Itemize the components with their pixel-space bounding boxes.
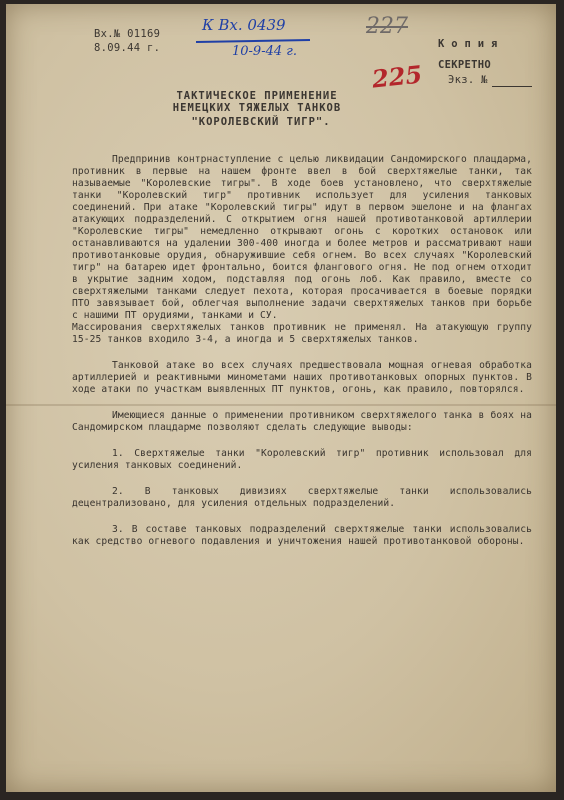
copy-label: К о п и я bbox=[438, 38, 498, 50]
conclusion-2: 2. В танковых дивизиях сверхтяжелые танки использовались децентрализовано, для усиления отдельных подразделений. bbox=[72, 486, 532, 509]
document-body bbox=[72, 154, 532, 548]
conclusion-1: 1. Сверхтяжелые танки "Королевский тигр" противник использовал для усиления танковых соединений. bbox=[72, 448, 532, 471]
title-line-1: ТАКТИЧЕСКОЕ ПРИМЕНЕНИЕ bbox=[176, 90, 338, 102]
paragraph-1: Предпринив контрнаступление с целью ликвидации Сандомирского плацдарма, противник в первые на нашем фронте ввел в бой сверхтяжелые танки, так называемые "Королевские тигры". В ходе боев установлено, что сверхтяжелые танки "Королевский тигр" противник использует для усиления танковых соединений. При атаке "Королевский тигры" идут в первом эшелоне и на флангах атакующих подразделений. С открытием огня нашей противотанковой артиллерии "Королевские тигры" немедленно открывают огонь с коротких остановок или останавливаются на удалении 300-400 иногда и более метров и рассматривают наши противотанковые орудия, обнаружившие себя огнем. Во всех случаях "Королевский тигр" на батарею идет фронтально, боится флангового огня. Не под огнем отходит в укрытие задним ходом, подставляя под огонь лоб. Как правило, вместе со сверхтяжелыми танками следует пехота, которая просачивается в боевые порядки ПТО завязывает бой, облегчая выполнение задачи сверхтяжелых танков при борьбе с нашими ПТ орудиями, танками и СУ. bbox=[72, 154, 532, 321]
copy-number-line bbox=[492, 86, 532, 87]
title-line-2: НЕМЕЦКИХ ТЯЖЕЛЫХ ТАНКОВ bbox=[172, 102, 342, 114]
paragraph-3: Танковой атаке во всех случаях предшествовала мощная огневая обработка артиллерией и реактивными минометами наших противотанковых опорных пунктов. В ходе атаки по участкам выявленных ПТ пунктов, огонь, как правило, повторялся. bbox=[72, 360, 532, 395]
secrecy-mark: СЕКРЕТНО bbox=[438, 59, 491, 71]
title-line-3: "КОРОЛЕВСКИЙ ТИГР". bbox=[191, 116, 331, 128]
red-number: 225 bbox=[370, 59, 424, 94]
document-page bbox=[6, 4, 556, 792]
copy-number: Экз. № bbox=[448, 74, 488, 86]
gray-number: 227 bbox=[366, 14, 408, 39]
stamp-number: К Вх. 0439 bbox=[202, 16, 286, 34]
conclusion-3: 3. В составе танковых подразделений сверхтяжелые танки использовались как средство огневого подавления и уничтожения нашей противотанковой обороны. bbox=[72, 524, 532, 547]
ref-number: Вх.№ 01169 bbox=[94, 28, 161, 40]
paragraph-4: Имеющиеся данные о применении противником сверхтяжелого танка в боях на Сандомирском плацдарме позволяют сделать следующие выводы: bbox=[72, 410, 532, 433]
stamp-underline bbox=[196, 39, 310, 43]
ref-date: 8.09.44 г. bbox=[94, 42, 161, 54]
stamp-date: 10-9-44 г. bbox=[232, 44, 297, 59]
paragraph-2: Массирования сверхтяжелых танков противник не применял. На атакующую группу 15-25 танков входило 3-4, а иногда и 5 сверхтяжелых танков. bbox=[72, 322, 532, 345]
